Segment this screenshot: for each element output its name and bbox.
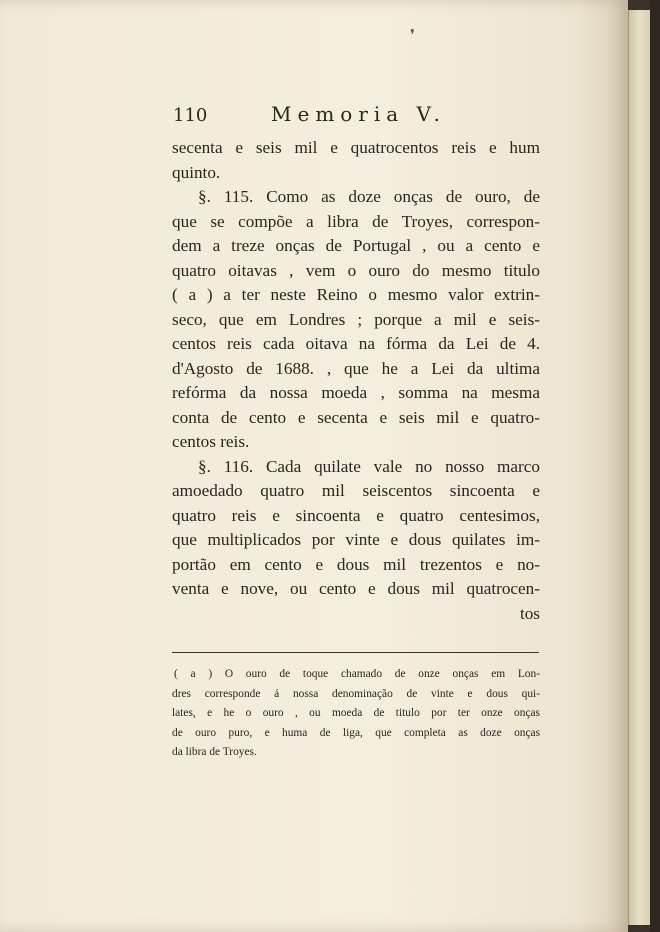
running-title: Memoria V. xyxy=(271,102,446,126)
main-text xyxy=(172,136,540,626)
text-line: centos reis. xyxy=(172,432,250,451)
text-line: §. 116. Cada quilate vale no nosso marco xyxy=(198,456,540,476)
footnote-line: ( a ) O ouro de toque chamado de onze onças em Lon- xyxy=(174,668,540,680)
catchword: tos xyxy=(519,603,540,623)
footnote xyxy=(172,665,540,763)
text-line: §. 115. Como as doze onças de ouro, de xyxy=(198,187,540,206)
background-margin xyxy=(650,0,660,932)
ink-mark: ❜ xyxy=(410,26,415,44)
text-line: venta e nove, ou cento e dous mil quatrocen- xyxy=(172,579,540,598)
text-line: conta de cento e secenta e seis mil e quatro- xyxy=(172,407,540,427)
text-line: quatro oitavas , vem o ouro do mesmo titulo xyxy=(172,260,540,280)
text-line: que multiplicados por vinte e dous quilates im- xyxy=(172,530,540,549)
text-line: quinto. xyxy=(172,162,221,182)
text-line: que se compõe a libra de Troyes, correspon- xyxy=(172,211,540,231)
text-line: secenta e seis mil e quatrocentos reis e hum xyxy=(172,138,540,157)
text-line: centos reis cada oitava na fórma da Lei de 4. xyxy=(172,334,540,353)
footnote-line: da libra de Troyes. xyxy=(172,746,257,758)
text-line: ( a ) a ter neste Reino o mesmo valor extrin- xyxy=(172,285,540,304)
footnote-line: lates, e he o ouro , ou moeda de titulo por ter onze onças xyxy=(172,707,540,719)
running-header xyxy=(173,102,563,130)
text-line: refórma da nossa moeda , somma na mesma xyxy=(172,383,540,402)
text-line: seco, que em Londres ; porque a mil e seis- xyxy=(172,309,540,329)
text-line: dem a treze onças de Portugal , ou a cento e xyxy=(172,236,540,255)
text-line: portão em cento e dous mil trezentos e no- xyxy=(172,554,540,574)
text-line: amoedado quatro mil seiscentos sincoenta e xyxy=(172,481,540,500)
footnote-rule xyxy=(172,652,539,653)
page-number: 110 xyxy=(173,105,208,126)
text-line: d'Agosto de 1688. , que he a Lei da ultima xyxy=(172,358,540,378)
footnote-line: de ouro puro, e huma de liga, que completa as doze onças xyxy=(172,726,540,739)
text-line: quatro reis e sincoenta e quatro centesimos, xyxy=(172,505,540,525)
footnote-line: dres corresponde á nossa denominação de vinte e dous qui- xyxy=(172,687,540,700)
